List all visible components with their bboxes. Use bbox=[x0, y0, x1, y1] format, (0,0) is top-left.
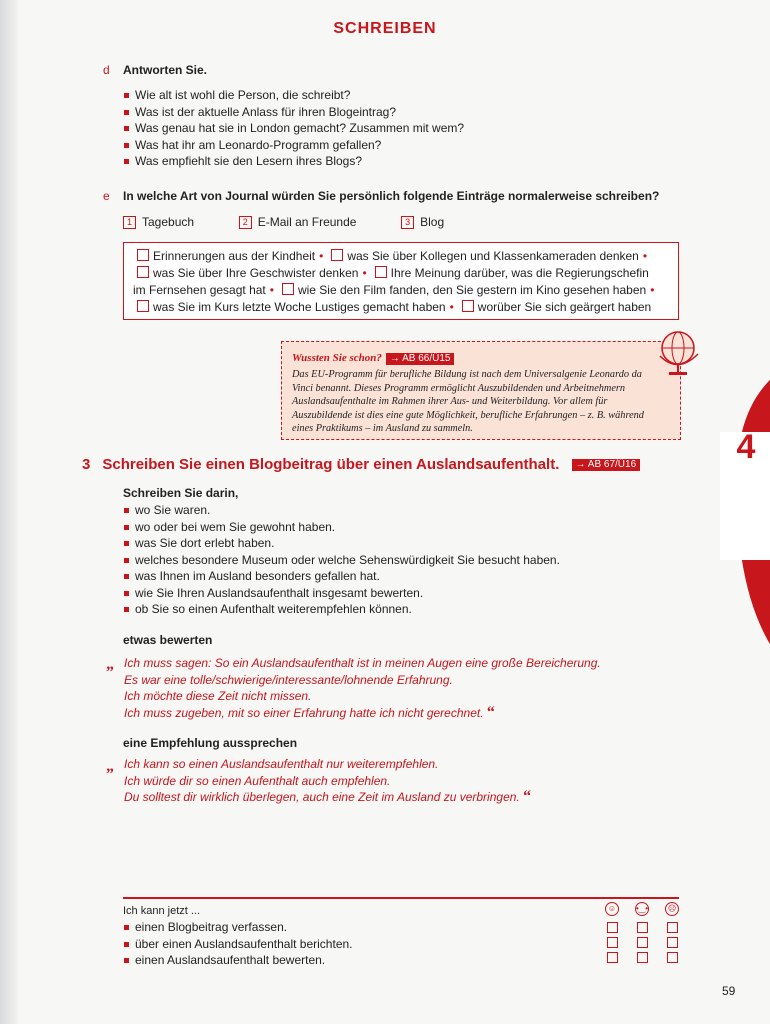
divider bbox=[123, 897, 679, 899]
entry-text: wie Sie den Film fanden, den Sie gestern im Kino gesehen haben bbox=[297, 283, 647, 297]
rating-checkbox[interactable] bbox=[607, 922, 618, 933]
empfehlung-heading: eine Empfehlung aussprechen bbox=[123, 736, 298, 750]
phrase: Du solltest dir wirklich überlegen, auch eine Zeit im Ausland zu verbringen. “ bbox=[124, 788, 532, 806]
phrase: Ich möchte diese Zeit nicht missen. bbox=[124, 689, 312, 704]
list-item: wo Sie waren. bbox=[123, 502, 683, 519]
entry-text: was Sie im Kurs letzte Woche Lustiges gemacht haben bbox=[153, 300, 446, 314]
task-d-heading: Antworten Sie. bbox=[123, 63, 208, 77]
globe-icon bbox=[640, 326, 708, 378]
smiley-neutral-icon: •‿• bbox=[635, 902, 649, 916]
section-3-intro: Schreiben Sie darin, bbox=[123, 486, 239, 500]
list-item: wo oder bei wem Sie gewohnt haben. bbox=[123, 519, 683, 536]
rating-checkbox[interactable] bbox=[607, 952, 618, 963]
journal-options bbox=[123, 214, 444, 231]
list-item: was Ihnen im Ausland besonders gefallen hat. bbox=[123, 568, 683, 585]
info-heading: Wussten Sie schon? bbox=[292, 352, 382, 364]
list-item: Was genau hat sie in London gemacht? Zusammen mit wem? bbox=[123, 120, 683, 137]
entry-text: was Sie über Kollegen und Klassenkameraden denken bbox=[347, 249, 639, 263]
smiley-sad-icon: ☹ bbox=[665, 902, 679, 916]
rating-checkbox[interactable] bbox=[607, 937, 618, 948]
workbook-ref-tag: → AB 66/Ü15 bbox=[386, 353, 455, 365]
task-letter-d: d bbox=[103, 63, 110, 77]
list-item: Was hat ihr am Leonardo-Programm gefallen? bbox=[123, 137, 683, 154]
quote-close-icon: “ bbox=[523, 788, 532, 806]
entry-checkbox[interactable] bbox=[331, 249, 343, 261]
list-item: was Sie dort erlebt haben. bbox=[123, 535, 683, 552]
bewerten-phrases bbox=[124, 655, 684, 721]
phrase: Ich würde dir so einen Aufenthalt auch empfehlen. bbox=[124, 773, 391, 788]
page-title: SCHREIBEN bbox=[333, 20, 437, 37]
entry-checkbox[interactable] bbox=[137, 249, 149, 261]
quote-open-icon: „ bbox=[106, 656, 114, 673]
section-3-list bbox=[123, 502, 683, 618]
list-item: ob Sie so einen Aufenthalt weiterempfehlen können. bbox=[123, 601, 683, 618]
phrase: Ich muss sagen: So ein Auslandsaufenthalt ist in meinen Augen eine große Bereicherung. bbox=[124, 656, 601, 670]
chapter-tab bbox=[720, 380, 770, 644]
info-body: Das EU-Programm für berufliche Bildung ist nach dem Universalgenie Leonardo da Vinci benannt. Dieses Programm ermöglicht Auszubildenden und Arbeitnehmern Auslandsaufenthalte im Rahmen ihrer Aus- und Weiterbildung. Vor allem für Auszubildende ist dies eine gute Möglichkeit, berufliche Erfahrungen – z. B. während eines Praktikums – im Ausland zu sammeln. bbox=[292, 369, 644, 434]
entry-text: Ihre Meinung darüber, was die Regierungschefin bbox=[390, 266, 649, 280]
quote-open-icon: „ bbox=[106, 758, 114, 775]
list-item: einen Auslandsaufenthalt bewerten. bbox=[123, 952, 593, 969]
info-box bbox=[281, 341, 681, 440]
list-item: welches besondere Museum oder welche Sehenswürdigkeit Sie besucht haben. bbox=[123, 552, 683, 569]
smiley-happy-icon: ☺ bbox=[605, 902, 619, 916]
page-gutter-shadow bbox=[0, 0, 18, 1024]
task-e-heading: In welche Art von Journal würden Sie persönlich folgende Einträge normalerweise schreiben? bbox=[123, 189, 660, 203]
phrase: Ich muss zugeben, mit so einer Erfahrung hatte ich nicht gerechnet. “ bbox=[124, 703, 495, 721]
list-item: Wie alt ist wohl die Person, die schreibt? bbox=[123, 87, 683, 104]
bewerten-heading: etwas bewerten bbox=[123, 633, 213, 647]
option-email: 2 E-Mail an Freunde bbox=[239, 215, 357, 229]
entry-checkbox[interactable] bbox=[375, 266, 387, 278]
rating-checkbox[interactable] bbox=[637, 952, 648, 963]
empfehlung-phrases bbox=[124, 756, 684, 806]
rating-checkbox[interactable] bbox=[667, 937, 678, 948]
entry-checkbox[interactable] bbox=[282, 283, 294, 295]
quote-close-icon: “ bbox=[486, 703, 495, 721]
rating-checkboxes bbox=[607, 922, 683, 968]
section-3-heading: 3 Schreiben Sie einen Blogbeitrag über einen Auslandsaufenthalt. → AB 67/Ü16 bbox=[82, 456, 640, 473]
option-blog: 3 Blog bbox=[401, 215, 444, 229]
rating-checkbox[interactable] bbox=[667, 922, 678, 933]
list-item: Was empfiehlt sie den Lesern ihres Blogs? bbox=[123, 153, 683, 170]
task-d-questions bbox=[123, 87, 683, 170]
task-letter-e: e bbox=[103, 189, 110, 203]
list-item: wie Sie Ihren Auslandsaufenthalt insgesamt bewerten. bbox=[123, 585, 683, 602]
list-item: Was ist der aktuelle Anlass für ihren Blogeintrag? bbox=[123, 104, 683, 121]
phrase: Es war eine tolle/schwierige/interessante/lohnende Erfahrung. bbox=[124, 672, 453, 687]
rating-checkbox[interactable] bbox=[637, 937, 648, 948]
entry-checkbox[interactable] bbox=[137, 266, 149, 278]
entry-text: worüber Sie sich geärgert haben bbox=[477, 300, 652, 314]
entry-checkbox[interactable] bbox=[462, 300, 474, 312]
workbook-ref-tag: → AB 67/Ü16 bbox=[572, 459, 641, 471]
rating-checkbox[interactable] bbox=[637, 922, 648, 933]
list-item: über einen Auslandsaufenthalt berichten. bbox=[123, 936, 593, 953]
option-tagebuch: 1 Tagebuch bbox=[123, 215, 194, 229]
list-item: einen Blogbeitrag verfassen. bbox=[123, 919, 593, 936]
page-number: 59 bbox=[722, 984, 736, 998]
entry-text: im Fernsehen gesagt hat bbox=[133, 283, 266, 297]
chapter-number: 4 bbox=[736, 428, 756, 466]
phrase: Ich kann so einen Auslandsaufenthalt nur weiterempfehlen. bbox=[124, 757, 439, 771]
entry-text: Erinnerungen aus der Kindheit bbox=[153, 249, 316, 263]
entries-box: Erinnerungen aus der Kindheit • was Sie über Kollegen und Klassenkameraden denken • was Sie über Ihre Geschwister denken • Ihre Meinung darüber, was die Regierungschefin im Fernsehen gesagt hat • wie Sie den Film fanden, den Sie gestern im Kino gesehen haben • was Sie im Kurs letzte Woche Lustiges gemacht haben • worüber Sie sich geärgert haben bbox=[123, 242, 679, 320]
entry-text: was Sie über Ihre Geschwister denken bbox=[153, 266, 359, 280]
entry-checkbox[interactable] bbox=[137, 300, 149, 312]
rating-checkbox[interactable] bbox=[667, 952, 678, 963]
can-do-intro: Ich kann jetzt ... bbox=[123, 905, 201, 917]
can-do-list bbox=[123, 919, 593, 969]
